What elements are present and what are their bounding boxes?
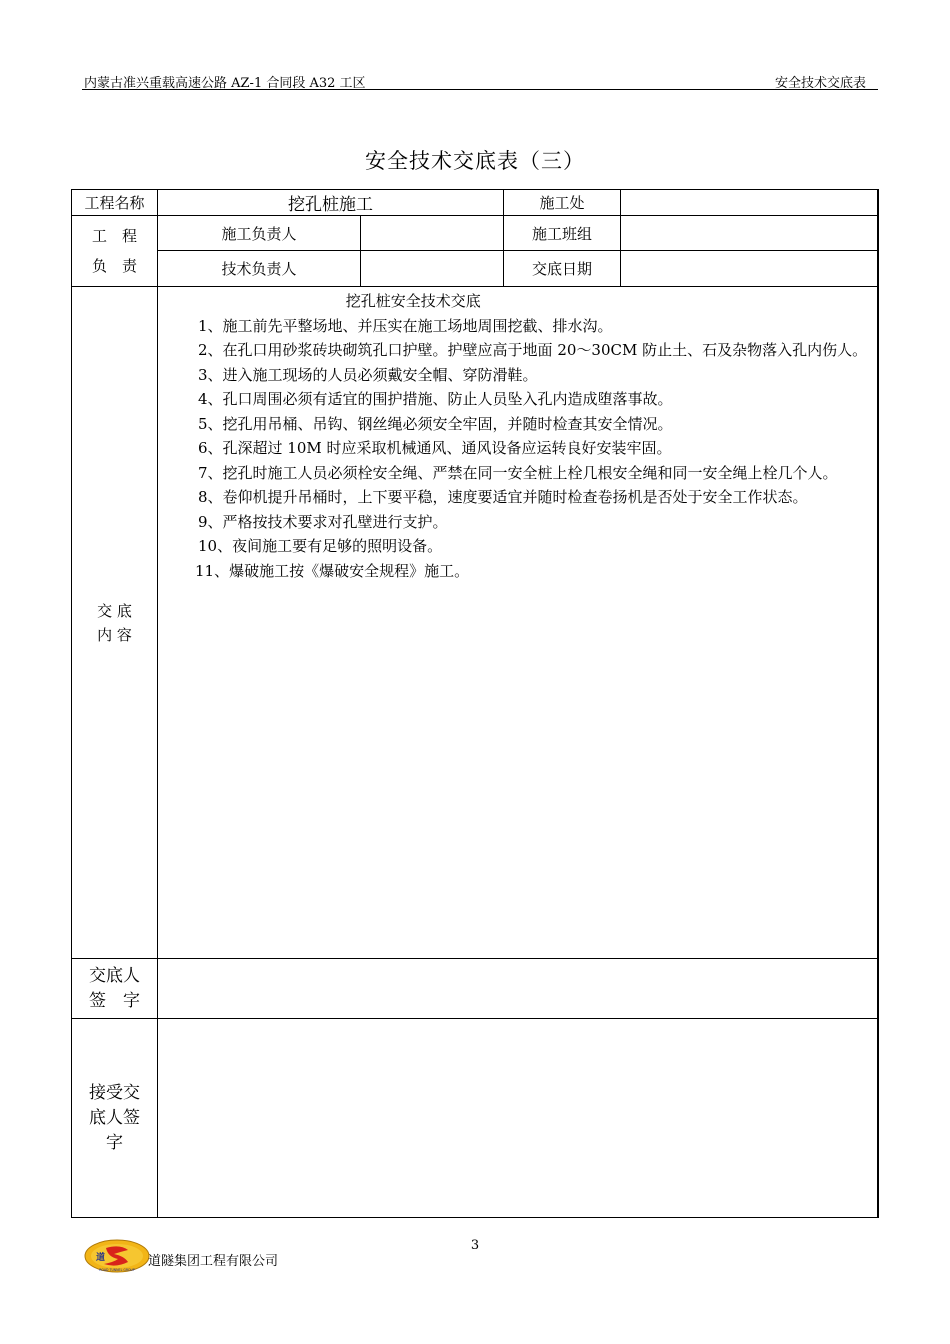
page-title: 安全技术交底表（三） bbox=[365, 149, 585, 173]
content-item: 1、施工前先平整场地、并压实在施工场地周围挖截、排水沟。 bbox=[198, 316, 613, 335]
construction-lead-label: 施工负责人 bbox=[158, 216, 361, 251]
team-value[interactable] bbox=[621, 216, 878, 251]
construction-lead-value[interactable] bbox=[361, 216, 504, 251]
signer-label-line2: 签 字 bbox=[89, 990, 140, 1011]
construction-unit-label: 施工处 bbox=[504, 190, 621, 216]
content-label-line2: 内 容 bbox=[97, 625, 132, 644]
signer-label bbox=[72, 959, 158, 1019]
content-item: 7、挖孔时施工人员必须栓安全绳、严禁在同一安全桩上栓几根安全绳和同一安全绳上栓几个人。 bbox=[198, 463, 838, 482]
content-item: 4、孔口周围必须有适宜的围护措施、防止人员坠入孔内造成堕落事故。 bbox=[198, 390, 673, 408]
construction-unit-value[interactable] bbox=[621, 190, 878, 216]
page-number: 3 bbox=[470, 1238, 480, 1253]
content-item: 6、孔深超过 10M 时应采取机械通风、通风设备应运转良好安装牢固。 bbox=[198, 439, 672, 457]
receiver-label bbox=[72, 1019, 158, 1218]
responsibility-label-line2: 负 责 bbox=[91, 257, 137, 275]
tech-lead-value[interactable] bbox=[361, 251, 504, 287]
content-item: 5、挖孔用吊桶、吊钩、钢丝绳必须安全牢固，并随时检查其安全情况。 bbox=[198, 414, 673, 433]
content-item: 11、爆破施工按《爆破安全规程》施工。 bbox=[195, 561, 470, 580]
receiver-label-line1: 接受交 bbox=[89, 1082, 140, 1103]
responsibility-label bbox=[72, 216, 158, 287]
tech-lead-label: 技术负责人 bbox=[158, 251, 361, 287]
content-body bbox=[158, 287, 878, 959]
company-logo-icon bbox=[84, 1238, 154, 1274]
project-name-label: 工程名称 bbox=[72, 190, 158, 216]
team-label: 施工班组 bbox=[504, 216, 621, 251]
content-item: 10、夜间施工要有足够的照明设备。 bbox=[198, 537, 443, 555]
content-item: 2、在孔口用砂浆砖块砌筑孔口护壁。护壁应高于地面 20～30CM 防止土、石及杂物落入孔内伤人。 bbox=[198, 341, 868, 359]
date-label: 交底日期 bbox=[504, 251, 621, 287]
content-label-line1: 交 底 bbox=[97, 601, 132, 620]
content-title: 挖孔桩安全技术交底 bbox=[345, 292, 481, 310]
content-item: 3、进入施工现场的人员必须戴安全帽、穿防滑鞋。 bbox=[198, 365, 538, 384]
disclosure-form-table bbox=[71, 189, 879, 1218]
logo-char-left: 道 bbox=[96, 1253, 106, 1263]
logo-subtext: ROAD TUNNEL GROUP bbox=[99, 1268, 135, 1272]
company-name: 道隧集团工程有限公司 bbox=[148, 1254, 279, 1269]
header-divider bbox=[82, 89, 878, 90]
content-label bbox=[72, 287, 158, 959]
content-item: 8、卷仰机提升吊桶时，上下要平稳，速度要适宜并随时检查卷扬机是否处于安全工作状态。 bbox=[198, 488, 808, 506]
project-name-value[interactable]: 挖孔桩施工 bbox=[158, 190, 504, 216]
date-value[interactable] bbox=[621, 251, 878, 287]
receiver-label-line3: 字 bbox=[106, 1132, 123, 1153]
signer-signature-field[interactable] bbox=[158, 959, 878, 1019]
header-form-type: 安全技术交底表 bbox=[774, 76, 866, 91]
header-project-title: 内蒙古准兴重载高速公路 AZ-1 合同段 A32 工区 bbox=[84, 76, 366, 91]
receiver-label-line2: 底人签 bbox=[89, 1107, 140, 1128]
content-item: 9、严格按技术要求对孔壁进行支护。 bbox=[198, 512, 448, 531]
signer-label-line1: 交底人 bbox=[89, 965, 140, 986]
receiver-signature-field[interactable] bbox=[158, 1019, 878, 1218]
responsibility-label-line1: 工 程 bbox=[91, 227, 137, 245]
